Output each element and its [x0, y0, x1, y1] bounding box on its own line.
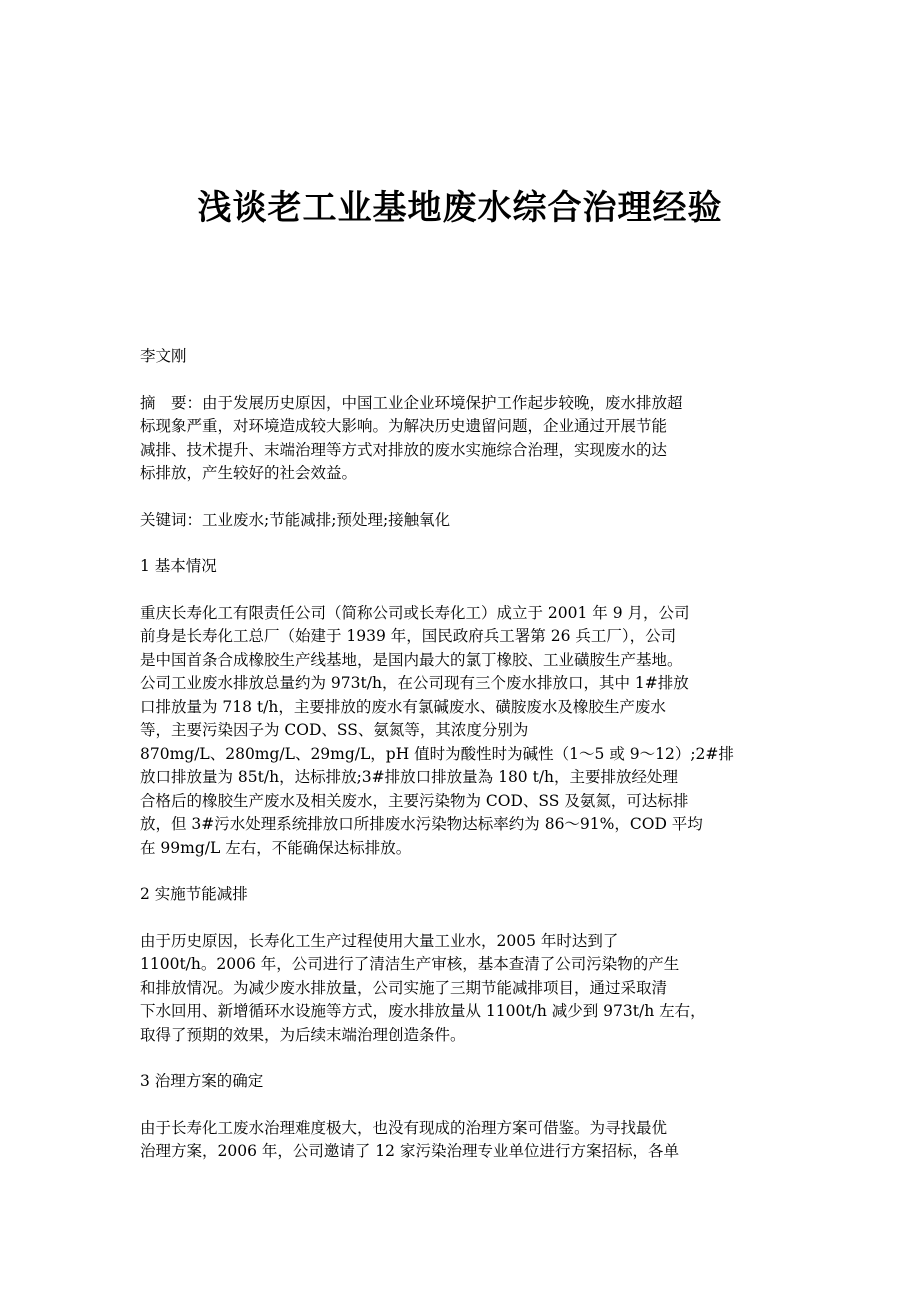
- author-name: 李文刚: [140, 347, 187, 365]
- document-body: [140, 345, 790, 1187]
- section-1-heading: 1 基本情况: [140, 557, 217, 575]
- abstract-paragraph: 摘 要：由于发展历史原因，中国工业企业环境保护工作起步较晚，废水排放超 标现象严重，对环境造成较大影响。为解决历史遗留问题，企业通过开展节能 减排、技术提升、末端治理等方式对排放的废水实施综合治理，实现废水的达 标排放，产生较好的社会效益。: [140, 393, 683, 482]
- section-3-heading: 3 治理方案的确定: [140, 1072, 264, 1090]
- keywords-line: 关键词：工业废水;节能减排;预处理;接触氧化: [140, 510, 451, 529]
- section-3-body: 由于长寿化工废水治理难度极大，也没有现成的治理方案可借鉴。为寻找最优 治理方案，2006 年，公司邀请了 12 家污染治理专业单位进行方案招标，各单: [140, 1118, 679, 1160]
- section-2-heading: 2 实施节能减排: [140, 885, 248, 903]
- section-1-body: 重庆长寿化工有限责任公司（简称公司或长寿化工）成立于 2001 年 9 月，公司 前身是长寿化工总厂（始建于 1939 年，国民政府兵工署第 26 兵工厂），公司 是中国首条合成橡胶生产线基地，是国内最大的氯丁橡胶、工业磺胺生产基地。 公司工业废水排放总量约为 973t/h，在公司现有三个废水排放口，其中 1#排放 口排放量为 718 t/h，主要排放的废水有氯碱废水、磺胺废水及橡胶生产废水 等，主要污染因子为 COD、SS、氨氮等，其浓度分别为 870mg/L、280mg/L、29mg/L，pH 值时为酸性时为碱性（1～5 或 9～12）;2#排 放口排放量为 85t/h，达标排放;3#排放口排放量為 180 t/h，主要排放经处理 合格后的橡胶生产废水及相关废水，主要污染物为 COD、SS 及氨氮，可达标排 放，但 3#污水处理系统排放口所排废水污染物达标率约为 86～91%，COD 平均 在 99mg/L 左右，不能确保达标排放。: [140, 603, 734, 857]
- section-2-body: 由于历史原因，长寿化工生产过程使用大量工业水，2005 年时达到了 1100t/h。2006 年，公司进行了清洁生产审核，基本查清了公司污染物的产生 和排放情况。为减少废水排放量，公司实施了三期节能减排项目，通过采取清 下水回用、新增循环水设施等方式，废水排放量从 1100t/h 减少到 973t/h 左右， 取得了预期的效果，为后续末端治理创造条件。: [140, 931, 706, 1044]
- document-title: 浅谈老工业基地废水综合治理经验: [197, 188, 723, 228]
